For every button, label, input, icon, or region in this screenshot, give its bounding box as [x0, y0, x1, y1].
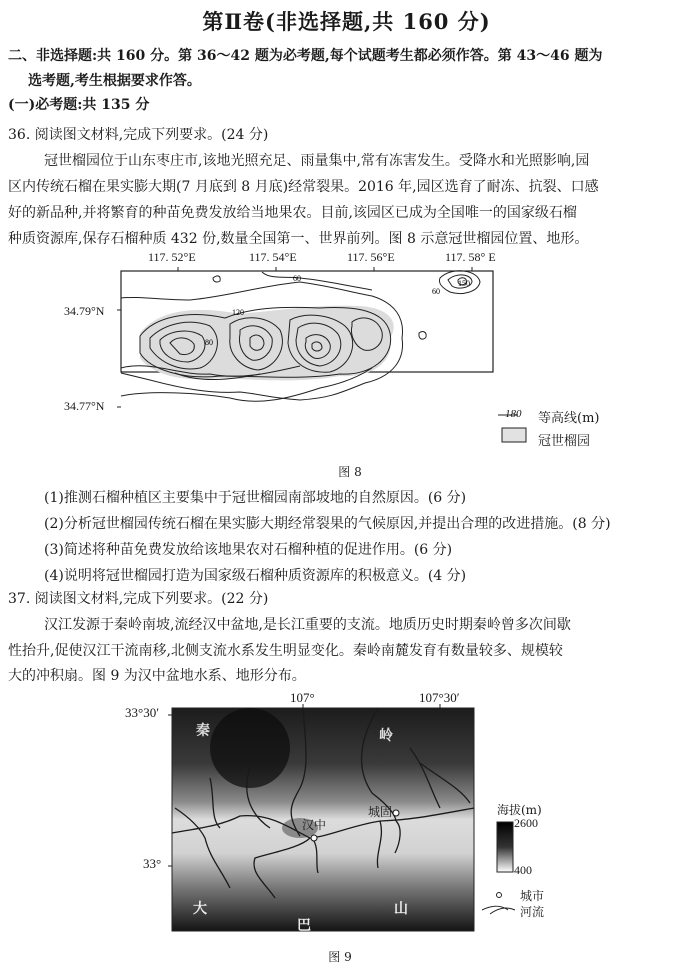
city-chenggu: 城固: [368, 805, 393, 819]
legend-elevation-title: 海拔(m): [497, 803, 542, 817]
q37-para-line: 汉江发源于秦岭南坡,流经汉中盆地,是长江重要的支流。地质历史时期秦岭曾多次间歇: [44, 617, 571, 633]
q36-sub-4: (4)说明将冠世榴园打造为国家级石榴种质资源库的积极意义。(4 分): [44, 568, 467, 584]
svg-text:60: 60: [293, 274, 301, 283]
lat-tick: 33°: [143, 856, 162, 871]
label-qin: 秦: [196, 723, 210, 739]
label-da: 大: [193, 901, 207, 917]
figure-8-caption: 图 8: [338, 465, 362, 479]
legend-river-label: 河流: [520, 905, 545, 919]
legend-contour-sample: 180: [505, 408, 522, 420]
legend-area-label: 冠世榴园: [538, 434, 591, 449]
contour-map: [0, 248, 693, 488]
lon-tick: 117. 52°E: [148, 250, 196, 264]
lon-tick: 107°30′: [419, 690, 460, 705]
figure-8: [0, 248, 693, 488]
section-heading: (一)必考题:共 135 分: [8, 97, 150, 113]
q37-para-line: 大的冲积扇。图 9 为汉中盆地水系、地形分布。: [8, 668, 306, 684]
q36-sub-2: (2)分析冠世榴园传统石榴在果实膨大期经常裂果的气候原因,并提出合理的改进措施。(8 分): [44, 516, 611, 532]
svg-text:150: 150: [458, 279, 470, 288]
q37-heading: 37. 阅读图文材料,完成下列要求。(22 分): [8, 591, 269, 607]
label-ling: 岭: [379, 728, 393, 744]
q37-para-line: 性抬升,促使汉江干流南移,北侧支流水系发生明显变化。秦岭南麓发育有数量较多、规模较: [8, 643, 563, 659]
instructions-line-2: 选考题,考生根据要求作答。: [28, 73, 201, 89]
lon-tick: 117. 54°E: [249, 250, 297, 264]
instructions-line-1: 二、非选择题:共 160 分。第 36～42 题为必考题,每个试题考生都必须作答。第 43～46 题为: [8, 48, 603, 64]
q36-para-line: 冠世榴园位于山东枣庄市,该地光照充足、雨量集中,常有冻害发生。受降水和光照影响,园: [44, 153, 590, 169]
legend-contour-label: 等高线(m): [538, 411, 600, 426]
lon-tick: 117. 56°E: [347, 250, 395, 264]
page-title: 第Ⅱ卷(非选择题,共 160 分): [202, 9, 491, 34]
q36-sub-3: (3)简述将种苗免费发放给该地果农对石榴种植的促进作用。(6 分): [44, 542, 453, 558]
city-hanzhong: 汉中: [302, 818, 327, 832]
svg-text:60: 60: [432, 287, 440, 296]
q36-para-line: 好的新品种,并将繁育的种苗免费发放给当地果农。目前,该园区已成为全国唯一的国家级石榴: [8, 205, 577, 221]
lat-tick: 34.79°N: [64, 304, 105, 318]
figure-9-caption: 图 9: [328, 950, 352, 964]
lon-tick: 117. 58° E: [445, 250, 496, 264]
legend-city-label: 城市: [520, 889, 545, 903]
legend-elevation-max: 2600: [514, 816, 538, 830]
q36-para-line: 区内传统石榴在果实膨大期(7 月底到 8 月底)经常裂果。2016 年,园区选育了耐冻、抗裂、口感: [8, 179, 599, 195]
lat-tick: 33°30′: [125, 705, 160, 720]
q36-heading-text: 36. 阅读图文材料,完成下列要求。(24 分): [8, 127, 269, 143]
label-shan: 山: [394, 901, 408, 917]
lat-tick: 34.77°N: [64, 399, 105, 413]
q36-heading: [8, 124, 268, 146]
figure-9: [0, 688, 693, 969]
svg-text:120: 120: [232, 308, 244, 317]
elevation-map: [0, 688, 693, 969]
legend-elevation-min: 400: [514, 863, 532, 877]
q36-sub-1: (1)推测石榴种植区主要集中于冠世榴园南部坡地的自然原因。(6 分): [44, 490, 467, 506]
q36-para-line: 种质资源库,保存石榴种质 432 份,数量全国第一、世界前列。图 8 示意冠世榴园位置、地形。: [8, 231, 589, 247]
svg-text:80: 80: [205, 338, 213, 347]
label-ba: 巴: [297, 918, 311, 934]
lon-tick: 107°: [290, 690, 315, 705]
